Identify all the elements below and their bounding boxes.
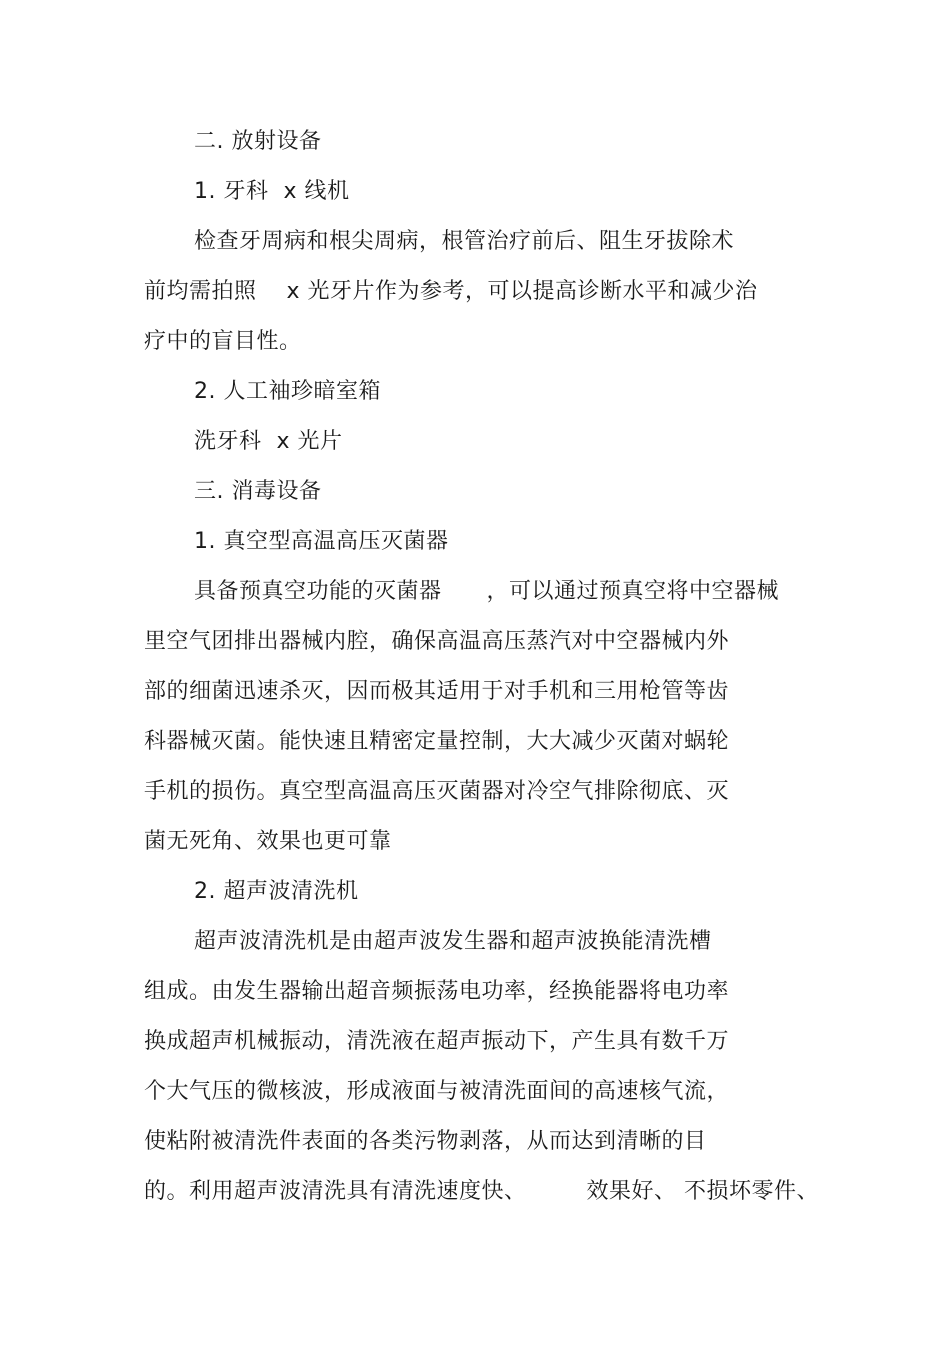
paragraph-line: 里空气团排出器械内腔，确保高温高压蒸汽对中空器械内外	[144, 629, 730, 654]
paragraph-line: 个大气压的微核波，形成液面与被清洗面间的高速核气流，	[144, 1079, 730, 1104]
subheading-sterilizer: 1. 真空型高温高压灭菌器	[194, 529, 449, 554]
paragraph-line: 检查牙周病和根尖周病，根管治疗前后、阻生牙拔除术	[194, 229, 735, 254]
paragraph-line: 使粘附被清洗件表面的各类污物剥落，从而达到清晰的目	[144, 1129, 707, 1154]
paragraph-line: 洗牙科 x 光片	[194, 429, 343, 454]
subheading-darkroom-box: 2. 人工袖珍暗室箱	[194, 379, 381, 404]
paragraph-line: 具备预真空功能的灭菌器 ，可以通过预真空将中空器械	[194, 579, 779, 604]
subheading-dental-xray: 1. 牙科 x 线机	[194, 179, 350, 204]
section-heading-disinfection: 三. 消毒设备	[194, 479, 322, 504]
paragraph-line: 部的细菌迅速杀灭，因而极其适用于对手机和三用枪管等齿	[144, 679, 730, 704]
paragraph-line: 菌无死角、效果也更可靠	[144, 829, 392, 854]
paragraph-line: 换成超声机械振动，清洗液在超声振动下，产生具有数千万	[144, 1029, 730, 1054]
paragraph-line: 组成。由发生器输出超音频振荡电功率，经换能器将电功率	[144, 979, 730, 1004]
paragraph-line: 疗中的盲目性。	[144, 329, 302, 354]
section-heading-radiology: 二. 放射设备	[194, 129, 322, 154]
paragraph-line: 前均需拍照 x 光牙片作为参考，可以提高诊断水平和减少治	[144, 279, 758, 304]
paragraph-line: 的。利用超声波清洗具有清洗速度快、 效果好、 不损坏零件、	[144, 1179, 819, 1204]
subheading-ultrasonic-cleaner: 2. 超声波清洗机	[194, 879, 359, 904]
paragraph-line: 超声波清洗机是由超声波发生器和超声波换能清洗槽	[194, 929, 712, 954]
paragraph-line: 手机的损伤。真空型高温高压灭菌器对冷空气排除彻底、灭	[144, 779, 730, 804]
paragraph-line: 科器械灭菌。能快速且精密定量控制，大大减少灭菌对蜗轮	[144, 729, 730, 754]
